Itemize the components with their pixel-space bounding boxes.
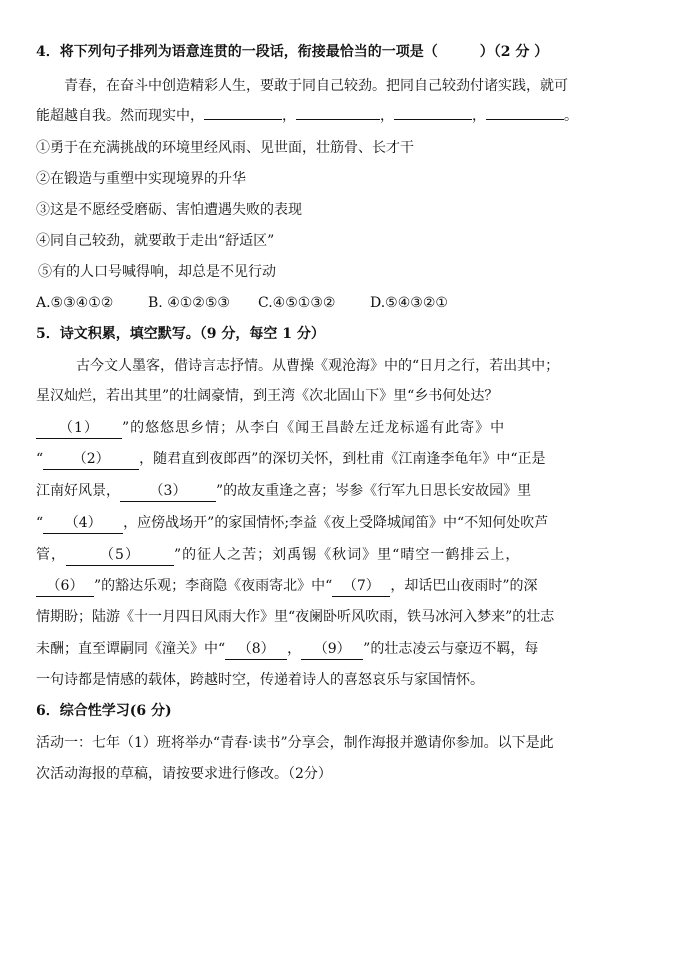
q4-separator: ， <box>380 108 394 124</box>
q5-line-2: 星汉灿烂，若出其里”的壮阔豪情，到王湾《次北固山下》里“乡书何处达？ <box>36 388 499 404</box>
q5-blank-4[interactable]: （4） <box>43 513 123 534</box>
q5-line-7-start: 管， <box>36 547 66 563</box>
q4-option-b[interactable]: B. ④①②⑤③ <box>148 295 230 311</box>
q5-blank-8[interactable]: （8） <box>225 639 287 660</box>
q5-blank-7[interactable]: （7） <box>332 576 390 597</box>
q5-blank-5[interactable]: （5） <box>66 545 174 566</box>
q4-sentence-1: ①勇于在充满挑战的环境里经风雨、见世面，壮筋骨、长才干 <box>36 140 414 156</box>
q5-line-5 <box>36 481 531 502</box>
q5-blank-2[interactable]: （2） <box>43 449 139 470</box>
q5-line-3 <box>36 418 505 439</box>
q5-line-8-end: ，却话巴山夜雨时”的深 <box>390 578 538 594</box>
q5-line-10-text: 未酬；直至谭嗣同《潼关》中“ <box>36 641 226 657</box>
q4-sentence-5: ⑤有的人口号喊得响，却总是不见行动 <box>38 264 276 280</box>
q5-blank-1[interactable]: （1） <box>36 418 122 439</box>
q5-separator: ， <box>287 641 302 657</box>
q5-line-6-text: ，应傍战场开”的家国情怀;李益《夜上受降城闻笛》中“不知何处吹芦 <box>123 515 549 531</box>
q4-sentence-2: ②在锻造与重塑中实现境界的升华 <box>36 171 246 187</box>
q5-heading: 5．诗文积累，填空默写。（9 分，每空 1 分） <box>36 326 325 342</box>
q5-blank-3[interactable]: （3） <box>120 481 216 502</box>
q5-line-8 <box>36 576 538 597</box>
q5-quote-open: “ <box>36 451 44 467</box>
q5-line-8-text: ”的豁达乐观；李商隐《夜雨寄北》中“ <box>94 578 333 594</box>
q4-separator: ， <box>472 108 486 124</box>
q5-line-11: 一句诗都是情感的载体，跨越时空，传递着诗人的喜怒哀乐与家国情怀。 <box>36 672 484 688</box>
q4-passage-line-1: 青春，在奋斗中创造精彩人生，要敢于同自己较劲。把同自己较劲付诸实践，就可 <box>64 78 568 94</box>
q4-sentence-3: ③这是不愿经受磨砺、害怕遭遇失败的表现 <box>36 202 302 218</box>
q5-line-4-text: ，随君直到夜郎西”的深切关怀，到杜甫《江南逢李龟年》中“正是 <box>139 451 546 467</box>
q5-line-9: 情期盼；陆游《十一月四日风雨大作》里“夜阑卧听风吹雨，铁马冰河入梦来”的壮志 <box>36 609 555 625</box>
q5-line-7 <box>36 545 520 566</box>
q5-line-10-end: ”的壮志凌云与豪迈不羁，每 <box>363 641 539 657</box>
q5-line-6 <box>36 513 548 534</box>
q4-blank-1[interactable] <box>204 119 282 120</box>
q5-line-7-text: ”的征人之苦；刘禹锡《秋词》里“晴空一鹤排云上， <box>174 547 521 563</box>
q4-passage-line-2 <box>36 106 578 126</box>
q5-blank-6[interactable]: （6） <box>36 576 94 597</box>
q4-option-c[interactable]: C.④⑤①③② <box>258 295 336 311</box>
q4-separator: ， <box>282 108 296 124</box>
q5-line-3-text: ”的悠悠思乡情；从李白《闻王昌龄左迁龙标遥有此寄》中 <box>122 420 506 436</box>
q4-passage-text: 能超越自我。然而现实中， <box>36 108 204 124</box>
q4-option-a[interactable]: A.⑤③④①② <box>36 295 114 311</box>
q4-blank-4[interactable] <box>486 119 564 120</box>
q4-sentence-4: ④同自己较劲，就要敢于走出“舒适区” <box>36 233 275 249</box>
q4-blank-2[interactable] <box>296 119 380 120</box>
q5-line-4 <box>36 449 546 470</box>
q4-period: 。 <box>564 108 578 124</box>
q4-blank-3[interactable] <box>394 119 472 120</box>
q6-line-2: 次活动海报的草稿，请按要求进行修改。（2分） <box>36 766 332 782</box>
q5-blank-9[interactable]: （9） <box>301 639 363 660</box>
q5-line-1: 古今文人墨客，借诗言志抒情。从曹操《观沧海》中的“日月之行，若出其中； <box>76 358 560 374</box>
q5-line-5-text: ”的故友重逢之喜；岑参《行军九日思长安故园》里 <box>216 483 532 499</box>
q6-line-1: 活动一：七年（1）班将举办“青春·读书”分享会，制作海报并邀请你参加。以下是此 <box>36 735 554 751</box>
q5-quote-open: “ <box>36 515 44 531</box>
q4-option-d[interactable]: D.⑤④③②① <box>370 295 448 311</box>
q5-line-10 <box>36 639 538 660</box>
q4-heading: 4．将下列句子排列为语意连贯的一段话，衔接最恰当的一项是（ ）（2 分 ） <box>36 44 549 60</box>
q5-line-5-start: 江南好风景， <box>36 483 120 499</box>
q6-heading: 6．综合性学习(6 分) <box>36 703 172 719</box>
